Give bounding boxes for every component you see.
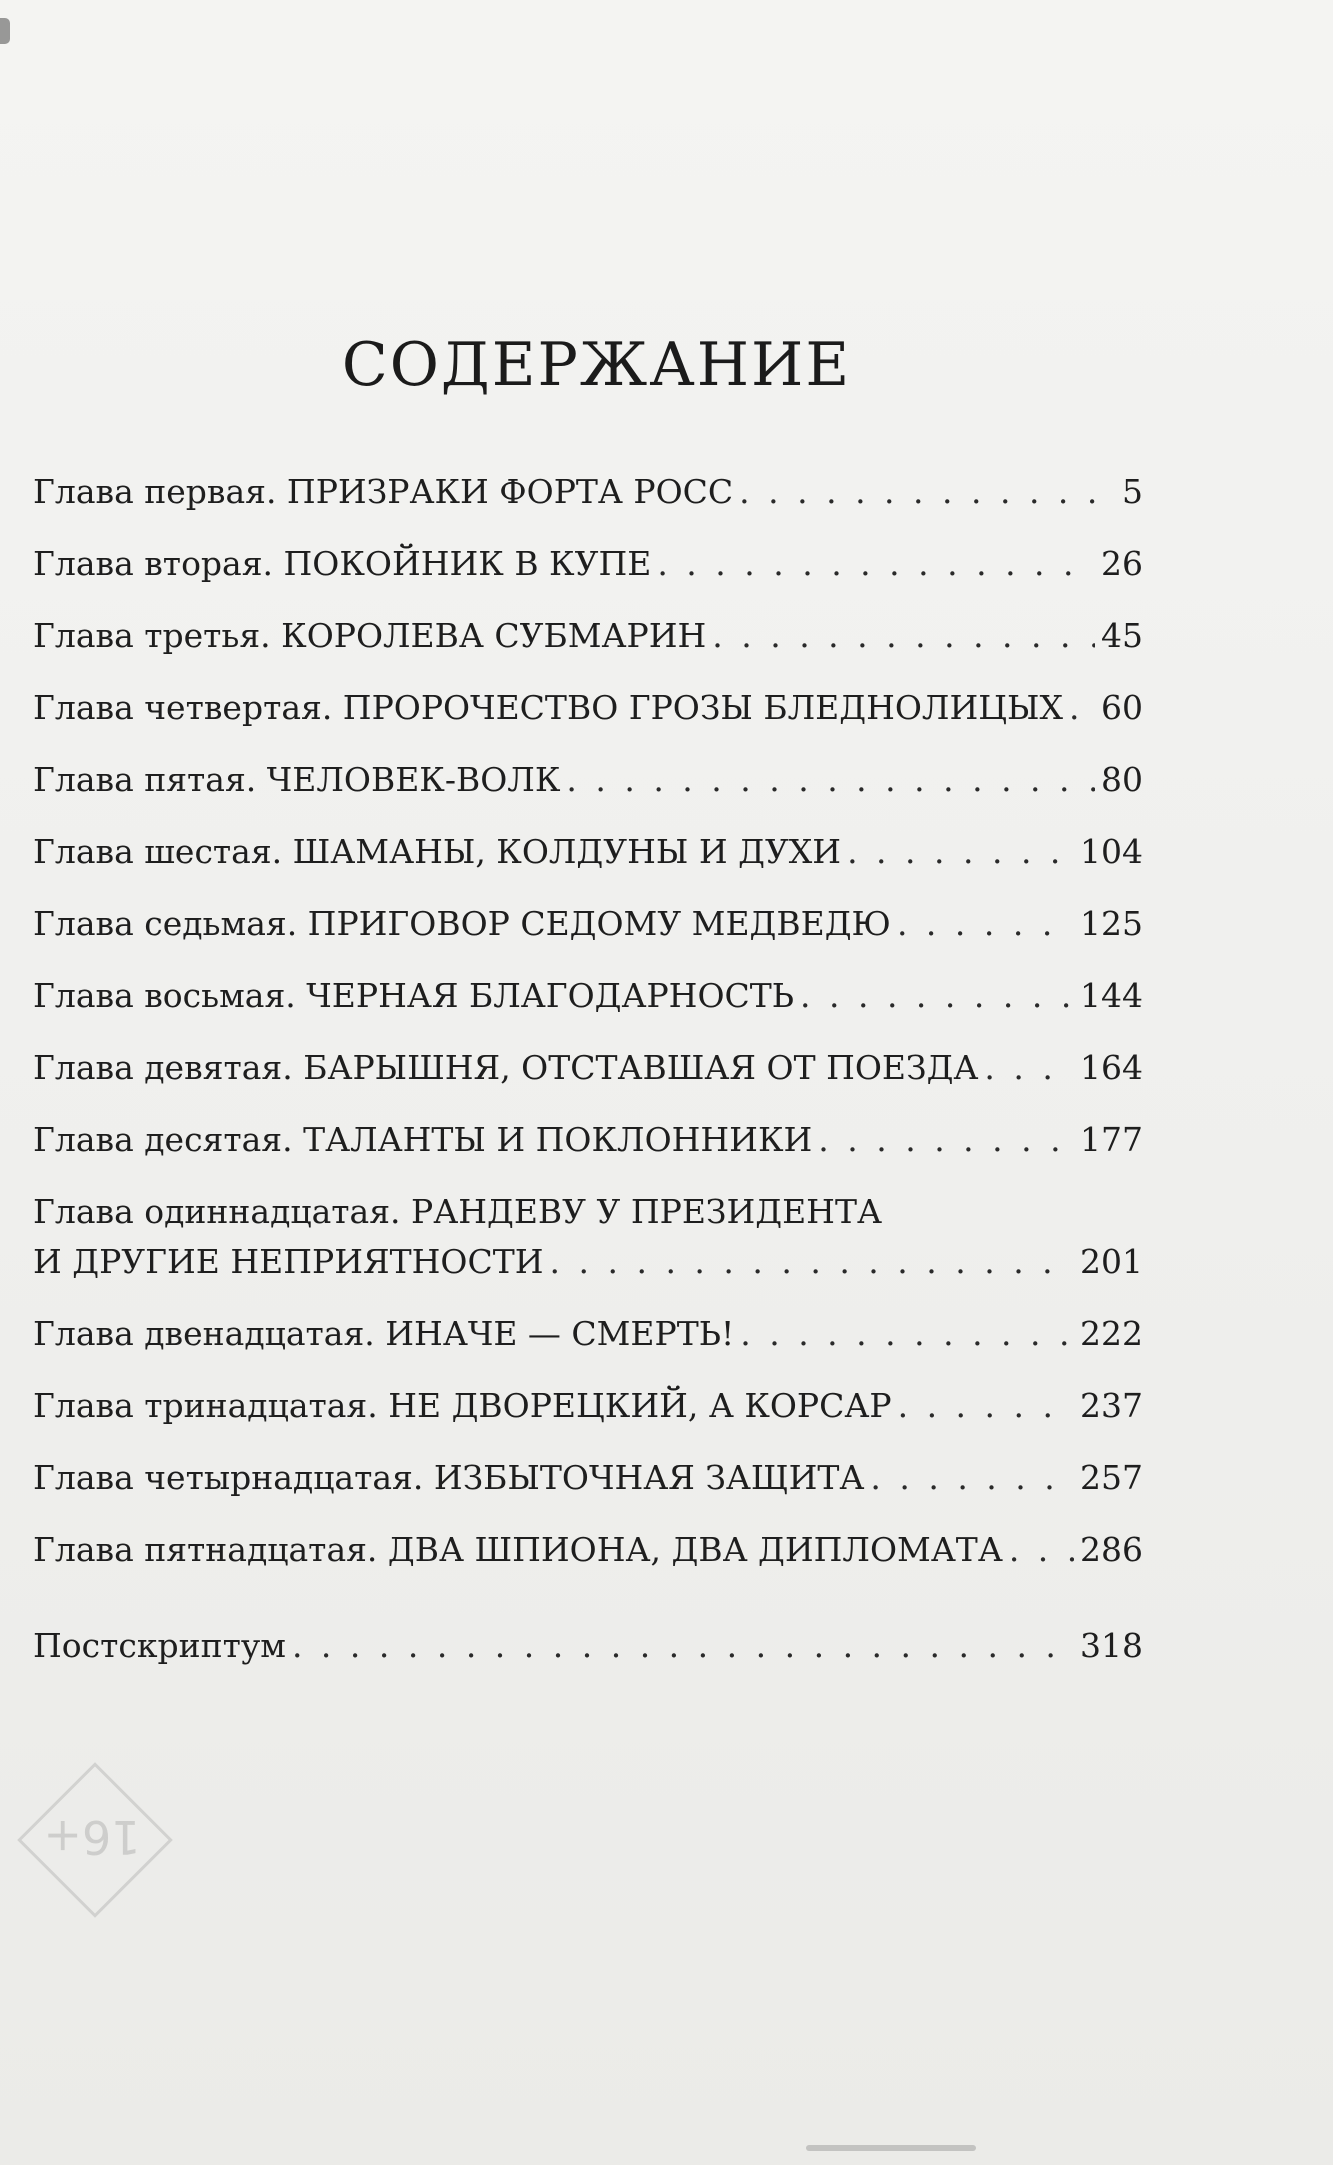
toc-entry-label: Глава третья. КОРОЛЕВА СУБМАРИН [33, 616, 707, 655]
toc-entry-page: 164 [1080, 1048, 1143, 1087]
toc-entry [33, 614, 1143, 658]
toc-leader-dots [800, 974, 1074, 1018]
toc-entry [33, 470, 1143, 514]
toc-entry-page: 80 [1101, 760, 1143, 799]
toc-entry [33, 686, 1143, 730]
page-corner-mark [0, 18, 10, 44]
contents-title: СОДЕРЖАНИЕ [341, 330, 852, 400]
toc-entry-label: Глава четвертая. ПРОРОЧЕСТВО ГРОЗЫ БЛЕДНОЛИЦЫХ [33, 688, 1063, 727]
toc-entry [33, 1624, 1143, 1668]
toc-leader-dots [847, 830, 1074, 874]
toc-entry [33, 974, 1143, 1018]
toc-entry-page: 5 [1122, 472, 1143, 511]
toc-entry-label: Глава восьмая. ЧЕРНАЯ БЛАГОДАРНОСТЬ [33, 976, 795, 1015]
toc-entry-label: Глава десятая. ТАЛАНТЫ И ПОКЛОННИКИ [33, 1120, 813, 1159]
toc-entry-page: 104 [1080, 832, 1143, 871]
toc-entry [33, 758, 1143, 802]
toc-entry [33, 1312, 1143, 1356]
toc-entry-label-line2: И ДРУГИЕ НЕПРИЯТНОСТИ [33, 1242, 544, 1281]
toc-leader-dots [739, 470, 1116, 514]
toc-entry-label: Глава седьмая. ПРИГОВОР СЕДОМУ МЕДВЕДЮ [33, 904, 891, 943]
toc-leader-dots [292, 1624, 1074, 1668]
toc-entry-second-line [33, 1240, 1143, 1284]
toc-entry [33, 542, 1143, 586]
toc-entry-label: Глава пятнадцатая. ДВА ШПИОНА, ДВА ДИПЛОМАТА [33, 1530, 1003, 1569]
toc-entry-page: 257 [1080, 1458, 1143, 1497]
toc-entry-label: Глава пятая. ЧЕЛОВЕК-ВОЛК [33, 760, 561, 799]
toc-leader-dots [984, 1046, 1074, 1090]
toc-entry-page: 201 [1080, 1242, 1143, 1281]
toc-entry-multiline [33, 1190, 1143, 1284]
toc-leader-dots [657, 542, 1095, 586]
toc-entry-page: 237 [1080, 1386, 1143, 1425]
toc-entry [33, 830, 1143, 874]
toc-leader-dots [818, 1118, 1074, 1162]
toc-leader-dots [550, 1240, 1074, 1284]
toc-entry-page: 318 [1080, 1626, 1143, 1665]
toc-entry [33, 1456, 1143, 1500]
toc-entry-label: Глава двенадцатая. ИНАЧЕ — СМЕРТЬ! [33, 1314, 735, 1353]
toc-entry-label: Глава тринадцатая. НЕ ДВОРЕЦКИЙ, А КОРСАР [33, 1386, 892, 1425]
toc-entry-label-line1: Глава одиннадцатая. РАНДЕВУ У ПРЕЗИДЕНТА [33, 1192, 882, 1231]
toc-leader-dots [1069, 686, 1095, 730]
toc-entry-label: Глава вторая. ПОКОЙНИК В КУПЕ [33, 544, 652, 583]
toc-entry-page: 177 [1080, 1120, 1143, 1159]
toc-entry-label: Глава шестая. ШАМАНЫ, КОЛДУНЫ И ДУХИ [33, 832, 842, 871]
toc-leader-dots [1009, 1528, 1074, 1572]
toc-entry-page: 60 [1101, 688, 1143, 727]
toc-leader-dots [566, 758, 1095, 802]
page-smudge [806, 2145, 976, 2151]
toc-entry-label: Глава первая. ПРИЗРАКИ ФОРТА РОСС [33, 472, 734, 511]
toc-entry-page: 45 [1101, 616, 1143, 655]
toc-entry-label: Глава четырнадцатая. ИЗБЫТОЧНАЯ ЗАЩИТА [33, 1458, 865, 1497]
toc-entry-page: 144 [1080, 976, 1143, 1015]
toc-leader-dots [897, 902, 1074, 946]
toc-entry [33, 1118, 1143, 1162]
toc-entry-page: 26 [1101, 544, 1143, 583]
toc-leader-dots [898, 1384, 1074, 1428]
toc-leader-dots [712, 614, 1095, 658]
toc-leader-dots [740, 1312, 1074, 1356]
toc-entry [33, 902, 1143, 946]
toc-entry-label: Глава девятая. БАРЫШНЯ, ОТСТАВШАЯ ОТ ПОЕЗДА [33, 1048, 979, 1087]
toc-entry [33, 1046, 1143, 1090]
toc-leader-dots [870, 1456, 1074, 1500]
toc-entry [33, 1384, 1143, 1428]
toc-entry-page: 286 [1080, 1530, 1143, 1569]
toc-entry-page: 222 [1080, 1314, 1143, 1353]
toc-entry-page: 125 [1080, 904, 1143, 943]
age-rating-badge: 16+ [43, 1810, 141, 1864]
toc-entry [33, 1528, 1143, 1572]
toc-entry-label: Постскриптум [33, 1626, 286, 1665]
